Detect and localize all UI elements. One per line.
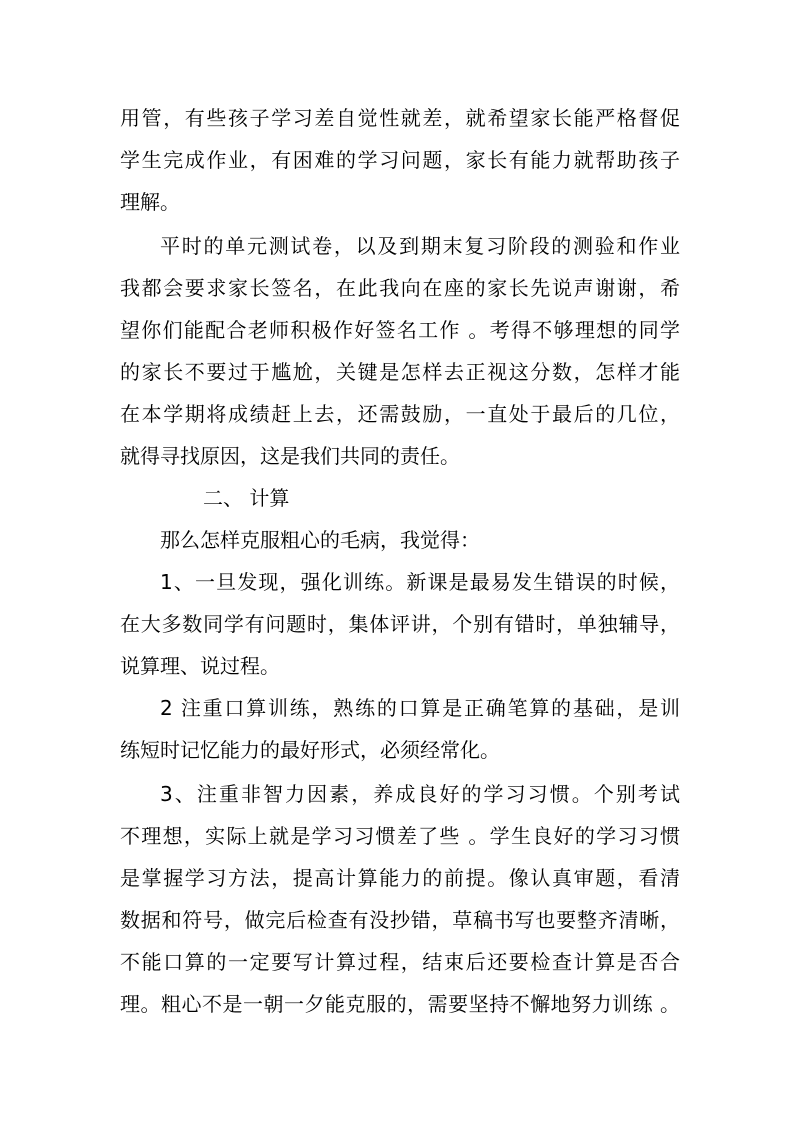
- text-line: 理。粗心不是一朝一夕能克服的，需要坚持不懈地努力训练 。: [120, 992, 680, 1016]
- text-line: 数据和符号，做完后检查有没抄错，草稿书写也要整齐清晰，: [120, 908, 680, 932]
- text-line: 是掌握学习方法，提高计算能力的前提。像认真审题，看清: [120, 866, 680, 890]
- text-line: 理解。: [120, 190, 180, 214]
- text-line: 说算理、说过程。: [120, 654, 280, 678]
- text-line: 就得寻找原因，这是我们共同的责任。: [120, 444, 460, 468]
- paragraph-first-line: 那么怎样克服粗心的毛病，我觉得：: [160, 528, 480, 552]
- text-line: 在本学期将成绩赶上去，还需鼓励，一直处于最后的几位，: [120, 402, 680, 426]
- text-line: 不能口算的一定要写计算过程，结束后还要检查计算是否合: [120, 950, 680, 974]
- list-item-3-line: 3、注重非智力因素，养成良好的学习习惯。个别考试: [160, 782, 680, 806]
- list-item-2-line: 2 注重口算训练，熟练的口算是正确笔算的基础，是训: [160, 696, 680, 720]
- text-line: 不理想，实际上就是学习习惯差了些 。学生良好的学习习惯: [120, 824, 680, 848]
- section-heading: 二、 计算: [203, 486, 290, 510]
- text-line: 学生完成作业，有困难的学习问题，家长有能力就帮助孩子: [120, 148, 680, 172]
- text-line: 在大多数同学有问题时，集体评讲，个别有错时，单独辅导，: [120, 612, 680, 636]
- list-item-1-line: 1、一旦发现，强化训练。新课是最易发生错误的时候，: [160, 570, 680, 594]
- text-line: 我都会要求家长签名，在此我向在座的家长先说声谢谢，希: [120, 276, 680, 300]
- text-line: 用管，有些孩子学习差自觉性就差，就希望家长能严格督促: [120, 106, 680, 130]
- text-line: 望你们能配合老师积极作好签名工作 。考得不够理想的同学: [120, 318, 680, 342]
- paragraph-first-line: 平时的单元测试卷，以及到期末复习阶段的测验和作业: [160, 234, 680, 258]
- text-line: 的家长不要过于尴尬，关键是怎样去正视这分数，怎样才能: [120, 360, 680, 384]
- text-line: 练短时记忆能力的最好形式，必须经常化。: [120, 738, 500, 762]
